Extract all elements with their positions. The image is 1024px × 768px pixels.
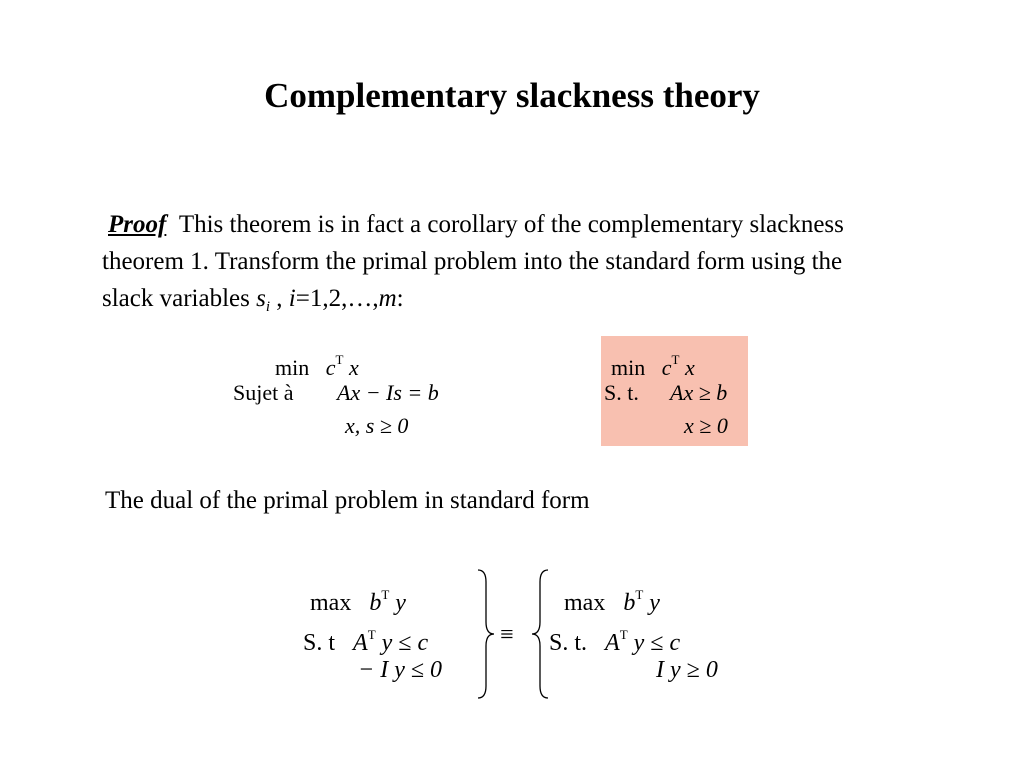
primal-original-constraint-2: x ≥ 0 xyxy=(684,413,728,438)
proof-label: Proof xyxy=(108,211,167,238)
dual-left-constraint-1: S. t $A^T$ y ≤ c xyxy=(303,627,429,656)
right-brace-icon xyxy=(476,568,496,700)
primal-standard-constraint-2: x, s ≥ 0 xyxy=(345,413,409,438)
proof-text-1: This theorem is in fact a corollary of the complementary slackness xyxy=(178,211,844,238)
proof-line-1 xyxy=(108,206,844,243)
primal-standard-st-label: Sujet à xyxy=(233,380,294,405)
primal-standard-objective: min $c^T$ x xyxy=(275,352,359,380)
primal-standard-constraint-1: Ax − Is = b xyxy=(337,380,439,405)
dual-left-objective: max $b^T$ y xyxy=(310,587,406,616)
primal-original-objective: min $c^T$ x xyxy=(611,352,695,380)
primal-original-st-label: S. t. xyxy=(604,380,639,405)
dual-right-objective: max $b^T$ y xyxy=(564,587,660,616)
primal-original-constraint-1: Ax ≥ b xyxy=(670,380,728,405)
dual-left-constraint-2: − I y ≤ 0 xyxy=(358,657,443,683)
proof-line-3: slack variables $s_i$ , i=1,2,…,m: xyxy=(102,285,404,315)
proof-line-2: theorem 1. Transform the primal problem into the standard form using the xyxy=(102,248,843,275)
dual-right-constraint-2: I y ≥ 0 xyxy=(656,657,718,683)
slide-title: Complementary slackness theory xyxy=(264,76,760,115)
equivalence-symbol: ≡ xyxy=(500,622,514,648)
dual-right-constraint-1: S. t. $A^T$ y ≤ c xyxy=(549,627,681,656)
dual-caption: The dual of the primal problem in standard form xyxy=(105,487,590,514)
left-brace-icon xyxy=(530,568,550,700)
